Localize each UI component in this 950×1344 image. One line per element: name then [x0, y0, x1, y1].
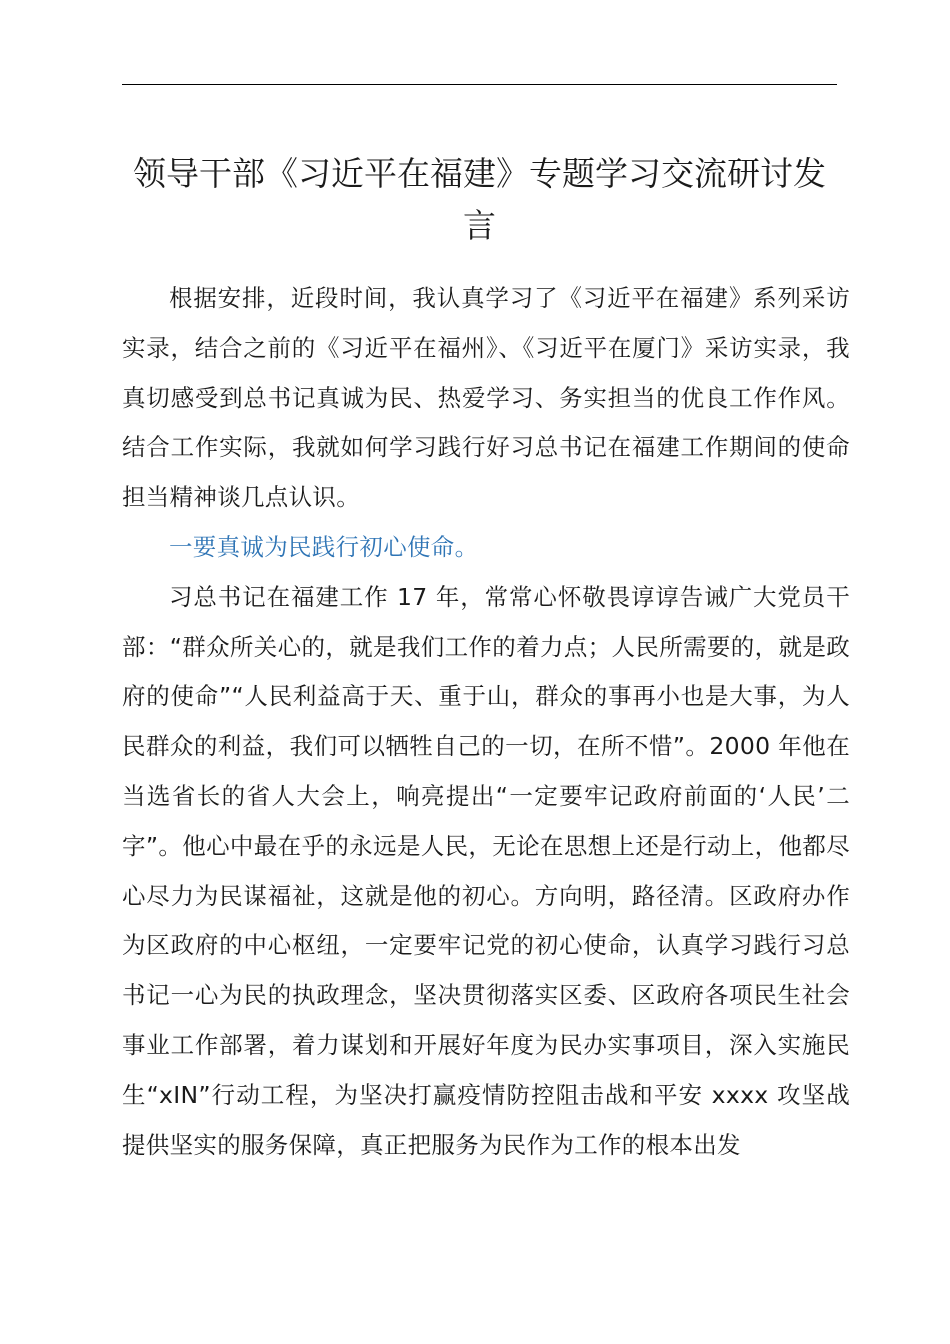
header-rule	[122, 84, 837, 85]
paragraph-intro: 根据安排，近段时间，我认真学习了《习近平在福建》系列采访实录，结合之前的《习近平在福州》、《习近平在厦门》采访实录，我真切感受到总书记真诚为民、热爱学习、务实担当的优良工作作风。结合工作实际，我就如何学习践行好习总书记在福建工作期间的使命担当精神谈几点认识。	[122, 284, 850, 512]
section-heading-1: 一要真诚为民践行初心使命。	[169, 532, 479, 561]
document-body	[122, 274, 850, 1170]
document-title: 领导干部《习近平在福建》专题学习交流研讨发言	[133, 154, 826, 245]
paragraph-section-1: 习总书记在福建工作 17 年，常常心怀敬畏谆谆告诫广大党员干部：“群众所关心的，就是我们工作的着力点；人民所需要的，就是政府的使命”“人民利益高于天、重于山，群众的事再小也是大事，为人民群众的利益，我们可以牺牲自己的一切，在所不惜”。2000 年他在当选省长的省人大会上，响亮提出“一定要牢记政府前面的‘人民’二字”。他心中最在乎的永远是人民，无论在思想上还是行动上，他都尽心尽力为民谋福祉，这就是他的初心。方向明，路径清。区政府办作为区政府的中心枢纽，一定要牢记党的初心使命，认真学习践行习总书记一心为民的执政理念，坚决贯彻落实区委、区政府各项民生社会事业工作部署，着力谋划和开展好年度为民办实事项目，深入实施民生“xIN”行动工程，为坚决打赢疫情防控阻击战和平安 xxxx 攻坚战提供坚实的服务保障，真正把服务为民作为工作的根本出发	[122, 582, 850, 1159]
